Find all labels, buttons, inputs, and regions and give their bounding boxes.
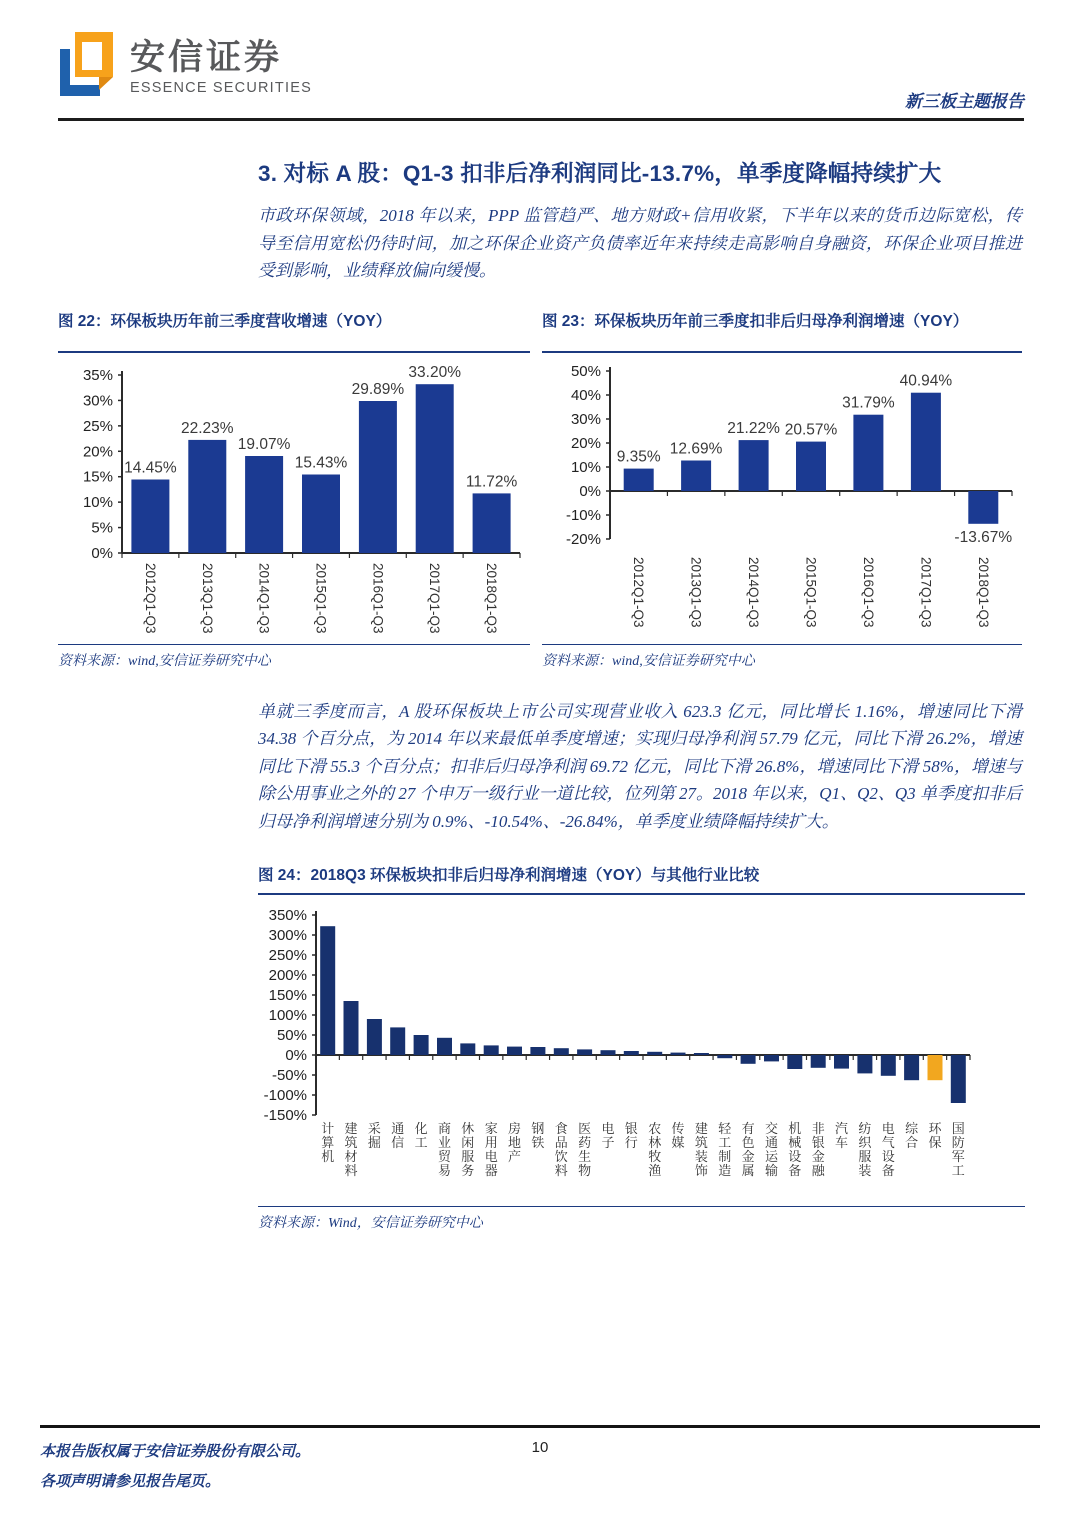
svg-text:融: 融: [811, 1163, 825, 1178]
svg-text:国: 国: [951, 1121, 965, 1136]
svg-text:2013Q1-Q3: 2013Q1-Q3: [688, 556, 704, 628]
svg-text:牧: 牧: [648, 1149, 662, 1164]
svg-text:用: 用: [484, 1135, 498, 1150]
svg-text:22.23%: 22.23%: [181, 419, 234, 437]
svg-text:2018Q1-Q3: 2018Q1-Q3: [484, 562, 500, 634]
svg-text:备: 备: [788, 1163, 802, 1178]
svg-text:-10%: -10%: [565, 506, 601, 524]
svg-text:军: 军: [951, 1149, 965, 1164]
svg-text:2016Q1-Q3: 2016Q1-Q3: [860, 556, 876, 628]
svg-text:-100%: -100%: [263, 1087, 307, 1104]
svg-text:29.89%: 29.89%: [351, 380, 405, 398]
svg-text:20.57%: 20.57%: [784, 421, 838, 439]
svg-text:200%: 200%: [268, 967, 307, 984]
page-footer: [40, 1425, 1040, 1497]
svg-text:药: 药: [578, 1135, 592, 1150]
svg-text:渔: 渔: [648, 1163, 662, 1178]
svg-text:装: 装: [858, 1163, 872, 1178]
svg-text:材: 材: [344, 1149, 358, 1164]
svg-text:19.07%: 19.07%: [237, 435, 291, 453]
brand-name-cn: 安信证券: [130, 38, 283, 77]
svg-text:传: 传: [671, 1121, 685, 1136]
copyright-line: 本报告版权属于安信证券股份有限公司。: [40, 1444, 311, 1460]
svg-text:农: 农: [648, 1121, 662, 1136]
svg-text:0%: 0%: [285, 1047, 307, 1064]
svg-text:2014Q1-Q3: 2014Q1-Q3: [746, 556, 762, 628]
svg-text:器: 器: [484, 1163, 498, 1178]
svg-text:0%: 0%: [579, 482, 601, 500]
svg-text:服: 服: [461, 1149, 475, 1164]
svg-text:运: 运: [764, 1149, 779, 1164]
svg-text:筑: 筑: [694, 1135, 708, 1150]
svg-text:30%: 30%: [570, 410, 601, 428]
page-number: 10: [531, 1439, 549, 1456]
svg-text:2015Q1-Q3: 2015Q1-Q3: [313, 562, 329, 634]
figure-23-title: 图 23：环保板块历年前三季度扣非后归母净利润增速（YOY）: [542, 311, 1022, 353]
svg-text:饰: 饰: [694, 1163, 708, 1178]
svg-text:食: 食: [554, 1121, 568, 1136]
svg-text:有: 有: [741, 1121, 755, 1136]
page-header: [58, 30, 1024, 121]
svg-text:装: 装: [694, 1149, 708, 1164]
figure-24: [258, 865, 1025, 1232]
svg-text:环: 环: [928, 1121, 942, 1136]
svg-text:机: 机: [321, 1149, 335, 1164]
svg-text:交: 交: [764, 1121, 779, 1136]
svg-text:料: 料: [554, 1163, 568, 1178]
svg-text:车: 车: [834, 1135, 849, 1150]
svg-text:30%: 30%: [82, 391, 113, 409]
svg-text:电: 电: [484, 1149, 498, 1164]
svg-text:生: 生: [578, 1149, 592, 1164]
svg-text:25%: 25%: [82, 417, 113, 435]
figure-23-chart: [542, 357, 1022, 644]
svg-text:-13.67%: -13.67%: [954, 528, 1013, 546]
paragraph-intro: 市政环保领域，2018 年以来，PPP 监管趋严、地方财政+信用收紧，下半年以来的货币边际宽松，传导至信用宽松仍待时间，加之环保企业资产负债率近年来持续走高影响自身融资，环保企业项目推进受到影响，业绩释放偏向缓慢。: [258, 206, 1022, 280]
svg-text:轻: 轻: [718, 1121, 732, 1136]
svg-text:电: 电: [601, 1121, 615, 1136]
svg-text:行: 行: [624, 1135, 638, 1150]
svg-text:15%: 15%: [82, 468, 113, 486]
svg-text:采: 采: [367, 1121, 381, 1136]
figure-23-source: 资料来源：wind,安信证券研究中心: [542, 644, 1022, 670]
svg-text:2017Q1-Q3: 2017Q1-Q3: [427, 562, 443, 634]
svg-text:综: 综: [905, 1121, 919, 1136]
svg-text:12.69%: 12.69%: [669, 440, 723, 457]
svg-text:林: 林: [648, 1135, 662, 1150]
svg-text:50%: 50%: [570, 362, 601, 380]
svg-text:地: 地: [507, 1135, 522, 1150]
figure-22: [58, 311, 530, 670]
svg-text:易: 易: [437, 1163, 452, 1178]
svg-text:色: 色: [741, 1135, 755, 1150]
figure-24-chart: [258, 899, 1025, 1206]
svg-text:纺: 纺: [858, 1121, 872, 1136]
svg-text:2016Q1-Q3: 2016Q1-Q3: [370, 562, 386, 634]
brand-logo: [58, 32, 312, 98]
brand-name-en: ESSENCE SECURITIES: [130, 80, 312, 96]
svg-text:属: 属: [741, 1163, 755, 1178]
svg-text:2013Q1-Q3: 2013Q1-Q3: [199, 562, 215, 634]
svg-text:算: 算: [321, 1135, 335, 1150]
figure-24-source: 资料来源：Wind，安信证券研究中心: [258, 1206, 1025, 1232]
svg-text:建: 建: [344, 1121, 358, 1136]
svg-text:合: 合: [905, 1135, 919, 1150]
svg-text:银: 银: [811, 1135, 825, 1150]
svg-text:铁: 铁: [531, 1135, 545, 1150]
paragraph-q3-detail: 单就三季度而言，A 股环保板块上市公司实现营业收入 623.3 亿元，同比增长 1.16%，增速同比下滑 34.38 个百分点，为 2014 年以来最低单季度增速；实现归母净利润 57.79 亿元，同比下滑 26.2%，增速同比下滑 55.3 个百分点；扣非后归母净利润 69.72 亿元，同比下滑 26.8%，增速同比下滑 58%，增速与除公用事业之外的 27 个申万一级行业一道比较，位列第 27。2018 年以来，Q1、Q2、Q3 单季度扣非后归母净利润增速分别为 0.9%、-10.54%、-26.84%，单季度业绩降幅持续扩大。: [258, 701, 1022, 831]
svg-text:300%: 300%: [268, 927, 307, 944]
svg-text:150%: 150%: [268, 987, 307, 1004]
figure-22-source: 资料来源：wind,安信证券研究中心: [58, 644, 530, 670]
svg-text:11.72%: 11.72%: [465, 472, 518, 490]
svg-text:35%: 35%: [82, 366, 113, 384]
figure-24-title: 图 24：2018Q3 环保板块扣非后归母净利润增速（YOY）与其他行业比较: [258, 865, 1025, 895]
svg-text:50%: 50%: [276, 1027, 307, 1044]
svg-text:汽: 汽: [834, 1121, 849, 1136]
figure-22-chart: [58, 357, 530, 644]
svg-text:家: 家: [484, 1121, 498, 1136]
svg-text:闲: 闲: [461, 1135, 475, 1150]
svg-text:织: 织: [858, 1135, 872, 1150]
svg-text:2015Q1-Q3: 2015Q1-Q3: [803, 556, 819, 628]
essence-logo-shape: [58, 32, 116, 98]
svg-text:设: 设: [788, 1149, 802, 1164]
svg-text:-50%: -50%: [271, 1067, 307, 1084]
svg-text:保: 保: [928, 1135, 942, 1150]
svg-text:服: 服: [858, 1149, 872, 1164]
svg-text:2017Q1-Q3: 2017Q1-Q3: [918, 556, 934, 628]
svg-text:掘: 掘: [367, 1135, 381, 1150]
svg-text:钢: 钢: [531, 1121, 545, 1136]
essence-logo-icon: [58, 32, 116, 98]
report-body: [58, 148, 1022, 1232]
svg-text:21.22%: 21.22%: [727, 419, 780, 437]
svg-text:通: 通: [764, 1135, 779, 1150]
svg-text:100%: 100%: [268, 1007, 307, 1024]
svg-text:贸: 贸: [437, 1149, 452, 1164]
svg-text:医: 医: [578, 1121, 592, 1136]
svg-text:电: 电: [881, 1121, 895, 1136]
svg-text:-150%: -150%: [263, 1107, 307, 1124]
svg-text:工: 工: [951, 1163, 965, 1178]
svg-text:品: 品: [554, 1135, 568, 1150]
svg-text:化: 化: [414, 1121, 428, 1136]
svg-text:9.35%: 9.35%: [616, 448, 661, 466]
svg-text:计: 计: [321, 1121, 335, 1136]
svg-text:筑: 筑: [344, 1135, 358, 1150]
svg-text:20%: 20%: [570, 434, 601, 452]
section-title: 3. 对标 A 股：Q1-3 扣非后净利润同比-13.7%，单季度降幅持续扩大: [258, 161, 942, 186]
svg-text:工: 工: [414, 1135, 428, 1150]
svg-text:-20%: -20%: [565, 530, 601, 548]
svg-text:信: 信: [391, 1135, 405, 1150]
svg-text:350%: 350%: [268, 907, 307, 924]
svg-text:建: 建: [694, 1121, 708, 1136]
svg-text:料: 料: [344, 1163, 358, 1178]
svg-text:媒: 媒: [671, 1135, 685, 1150]
svg-text:10%: 10%: [570, 458, 601, 476]
svg-text:防: 防: [951, 1135, 965, 1150]
svg-text:物: 物: [578, 1163, 592, 1178]
svg-text:金: 金: [811, 1149, 825, 1164]
svg-text:设: 设: [881, 1149, 895, 1164]
figure-23: [542, 311, 1022, 670]
svg-text:250%: 250%: [268, 947, 307, 964]
svg-text:31.79%: 31.79%: [842, 394, 895, 412]
svg-text:气: 气: [881, 1135, 895, 1150]
report-type-label: 新三板主题报告: [905, 92, 1024, 111]
svg-text:造: 造: [718, 1163, 732, 1178]
svg-text:输: 输: [764, 1163, 779, 1178]
svg-text:14.45%: 14.45%: [124, 459, 177, 476]
svg-text:制: 制: [718, 1149, 732, 1164]
svg-text:2012Q1-Q3: 2012Q1-Q3: [631, 556, 647, 628]
svg-text:2014Q1-Q3: 2014Q1-Q3: [256, 562, 272, 634]
svg-text:非: 非: [811, 1121, 825, 1136]
svg-text:20%: 20%: [82, 442, 113, 460]
svg-text:产: 产: [507, 1149, 522, 1164]
disclaimer-line: 各项声明请参见报告尾页。: [40, 1474, 221, 1490]
svg-text:33.20%: 33.20%: [408, 363, 461, 381]
svg-text:2012Q1-Q3: 2012Q1-Q3: [142, 562, 158, 634]
svg-text:子: 子: [601, 1135, 615, 1150]
svg-text:金: 金: [741, 1149, 755, 1164]
svg-text:饮: 饮: [554, 1149, 568, 1164]
svg-text:银: 银: [624, 1121, 638, 1136]
svg-text:休: 休: [461, 1121, 475, 1136]
figure-row: [58, 311, 1022, 670]
svg-text:0%: 0%: [91, 544, 113, 562]
svg-text:机: 机: [788, 1121, 802, 1136]
svg-text:业: 业: [437, 1135, 452, 1150]
svg-text:务: 务: [461, 1163, 475, 1178]
svg-text:10%: 10%: [82, 493, 113, 511]
svg-text:2018Q1-Q3: 2018Q1-Q3: [975, 556, 991, 628]
svg-text:40%: 40%: [570, 386, 601, 404]
svg-text:房: 房: [507, 1121, 522, 1136]
svg-text:械: 械: [788, 1135, 802, 1150]
figure-22-title: 图 22：环保板块历年前三季度营收增速（YOY）: [58, 311, 530, 353]
svg-text:备: 备: [881, 1163, 895, 1178]
svg-text:商: 商: [437, 1121, 452, 1136]
svg-text:40.94%: 40.94%: [899, 372, 953, 390]
svg-text:5%: 5%: [91, 519, 113, 537]
svg-text:通: 通: [391, 1121, 405, 1136]
svg-text:工: 工: [718, 1135, 732, 1150]
svg-text:15.43%: 15.43%: [294, 454, 348, 471]
